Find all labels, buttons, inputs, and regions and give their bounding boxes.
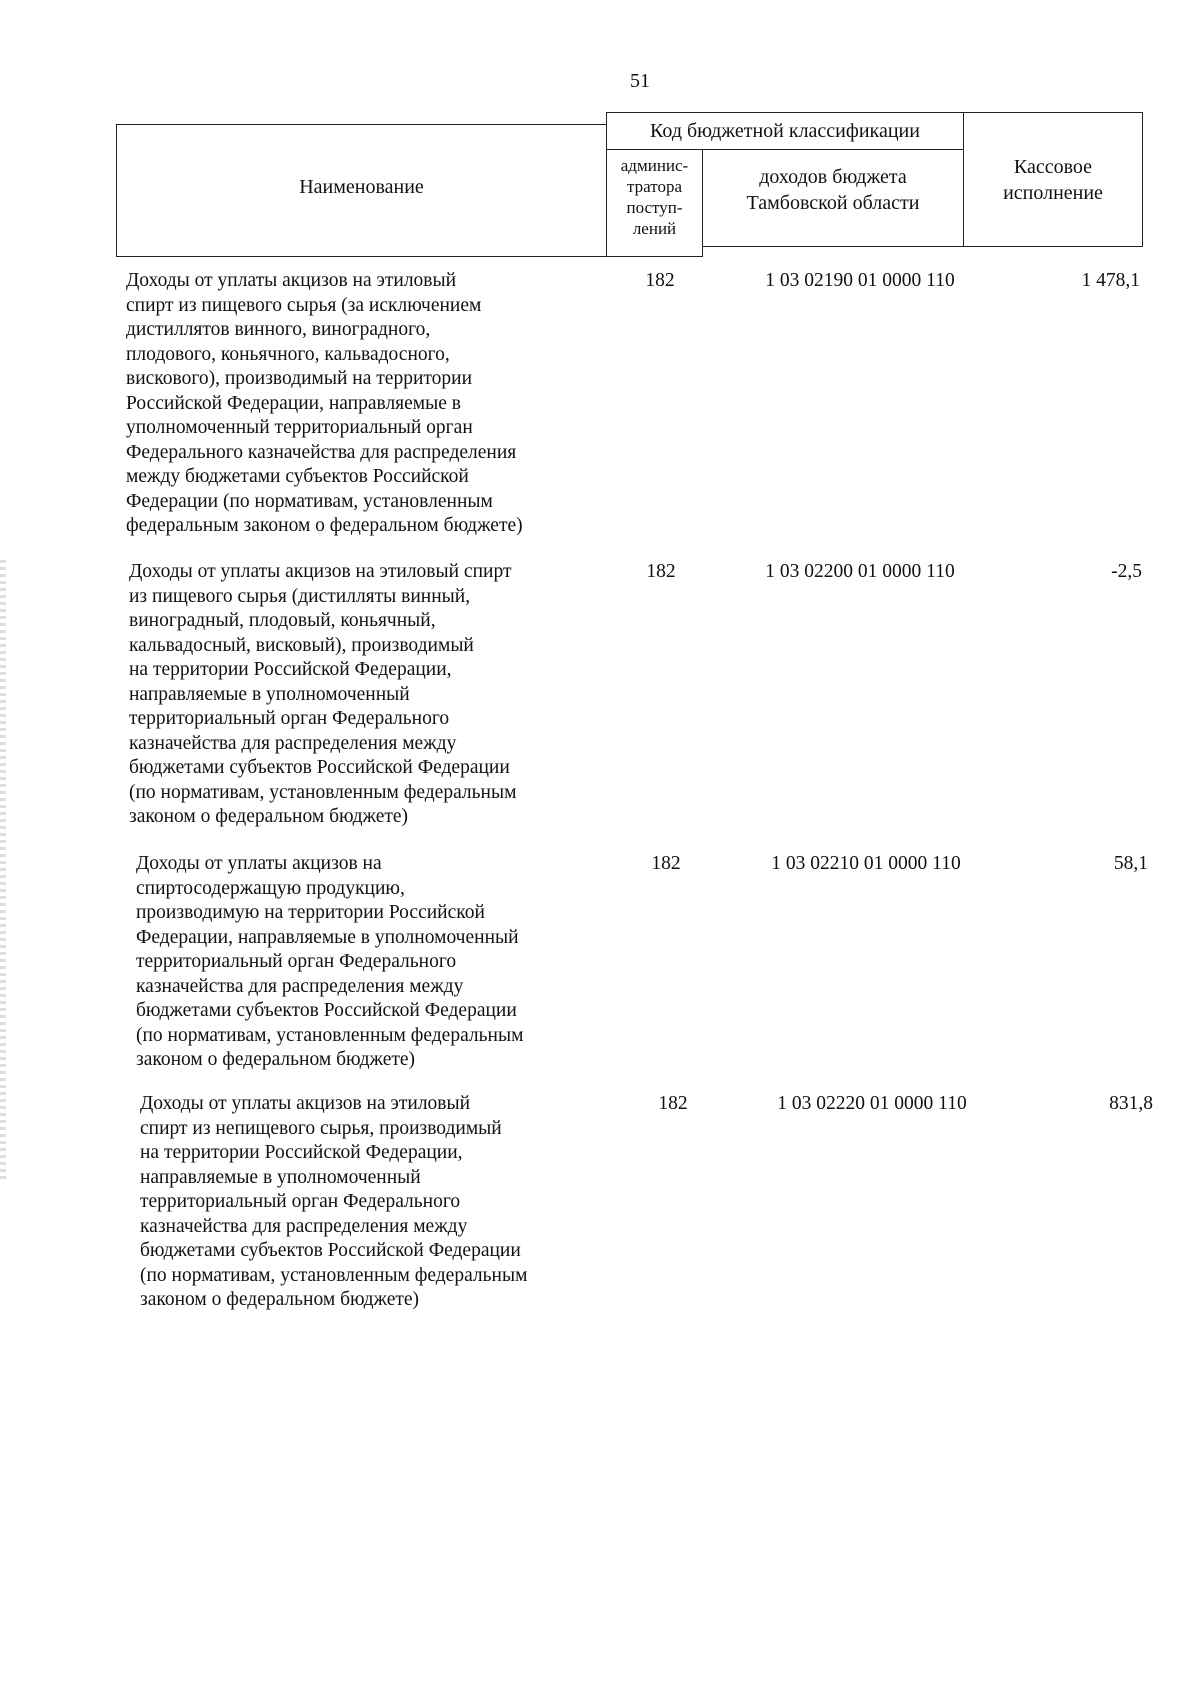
row-name-line: направляемые в уполномоченный xyxy=(129,683,410,705)
header-execution xyxy=(963,154,1143,206)
row-name-line: Российской Федерации, направляемые в xyxy=(126,392,461,414)
row-name-line: Доходы от уплаты акцизов на этиловый xyxy=(140,1093,471,1114)
row-code: 1 03 02200 01 0000 110 xyxy=(765,561,955,582)
row-name-line: бюджетами субъектов Российской Федерации xyxy=(129,757,510,778)
row-name xyxy=(129,560,599,830)
row-name xyxy=(126,269,596,539)
row-name-line: Федерального казначейства для распределения xyxy=(126,441,517,463)
row-name-line: Федерации, направляемые в уполномоченный xyxy=(136,926,519,948)
row-amount: 58,1 xyxy=(1113,853,1148,874)
row-name-line: территориальный орган Федерального xyxy=(140,1191,461,1212)
row-name-line: бюджетами субъектов Российской Федерации xyxy=(140,1240,521,1261)
row-name-line: спирт из непищевого сырья, производимый xyxy=(140,1117,502,1139)
row-name-line: (по нормативам, установленным федеральным xyxy=(140,1264,528,1286)
row-name xyxy=(140,1092,610,1313)
row-name-line: дистиллятов винного, виноградного, xyxy=(126,319,431,340)
row-name-line: Доходы от уплаты акцизов на xyxy=(136,853,382,874)
row-name-line: уполномоченный территориальный орган xyxy=(126,417,473,438)
row-name-line: законом о федеральном бюджете) xyxy=(136,1049,416,1070)
header-admin-line: лений xyxy=(632,219,677,238)
scan-binding-edge xyxy=(0,560,6,1180)
header-admin-line: поступ- xyxy=(626,198,683,217)
row-name-line: на территории Российской Федерации, xyxy=(129,659,452,680)
row-name-line: казначейства для распределения между xyxy=(129,732,457,754)
header-admin-line: тратора xyxy=(627,177,682,196)
row-admin: 182 xyxy=(645,270,675,291)
row-name-line: направляемые в уполномоченный xyxy=(140,1166,421,1188)
row-name-line: законом о федеральном бюджете) xyxy=(140,1289,420,1310)
row-name-line: производимую на территории Российской xyxy=(136,902,485,923)
row-name-line: из пищевого сырья (дистилляты винный, xyxy=(129,585,471,607)
page-number: 51 xyxy=(630,70,650,92)
row-name-line: спирт из пищевого сырья (за исключением xyxy=(126,294,482,316)
header-execution-line: Кассовое xyxy=(1013,156,1093,178)
header-execution-line: исполнение xyxy=(1003,182,1103,204)
header-revenue xyxy=(702,164,964,216)
row-name-line: федеральным законом о федеральном бюджете) xyxy=(126,515,523,536)
header-admin xyxy=(606,155,703,239)
row-name-line: виноградный, плодовый, коньячный, xyxy=(129,610,436,631)
row-name-line: (по нормативам, установленным федеральным xyxy=(136,1024,524,1046)
row-name-line: спиртосодержащую продукцию, xyxy=(136,877,405,899)
row-name-line: между бюджетами субъектов Российской xyxy=(126,466,469,487)
row-admin: 182 xyxy=(651,853,681,874)
row-name-line: кальвадосный, висковый), производимый xyxy=(129,634,474,656)
row-name-line: (по нормативам, установленным федеральным xyxy=(129,781,517,803)
header-group: Код бюджетной классификации xyxy=(650,120,920,142)
row-name-line: Доходы от уплаты акцизов на этиловый спирт xyxy=(129,561,512,582)
row-amount: -2,5 xyxy=(1111,561,1142,582)
row-name-line: вискового), производимый на территории xyxy=(126,368,473,389)
header-name: Наименование xyxy=(299,176,424,198)
row-admin: 182 xyxy=(646,561,676,582)
row-name-line: плодового, коньячного, кальвадосного, xyxy=(126,343,450,365)
row-name-line: Федерации (по нормативам, установленным xyxy=(126,490,493,512)
row-name-line: территориальный орган Федерального xyxy=(136,951,457,972)
header-admin-line: админис- xyxy=(620,156,689,175)
row-name-line: Доходы от уплаты акцизов на этиловый xyxy=(126,270,457,291)
row-code: 1 03 02220 01 0000 110 xyxy=(777,1093,967,1114)
row-name-line: на территории Российской Федерации, xyxy=(140,1142,463,1163)
table-header xyxy=(116,112,1143,257)
row-name-line: территориальный орган Федерального xyxy=(129,708,450,729)
row-admin: 182 xyxy=(658,1093,688,1114)
row-name-line: бюджетами субъектов Российской Федерации xyxy=(136,1000,517,1021)
header-revenue-line: Тамбовской области xyxy=(746,192,920,214)
row-name-line: казначейства для распределения между xyxy=(136,975,464,997)
row-code: 1 03 02190 01 0000 110 xyxy=(765,270,955,291)
header-revenue-line: доходов бюджета xyxy=(759,166,907,188)
row-name xyxy=(136,852,606,1073)
row-name-line: законом о федеральном бюджете) xyxy=(129,806,409,827)
row-amount: 1 478,1 xyxy=(1081,270,1140,291)
row-amount: 831,8 xyxy=(1109,1093,1153,1114)
row-name-line: казначейства для распределения между xyxy=(140,1215,468,1237)
row-code: 1 03 02210 01 0000 110 xyxy=(771,853,961,874)
